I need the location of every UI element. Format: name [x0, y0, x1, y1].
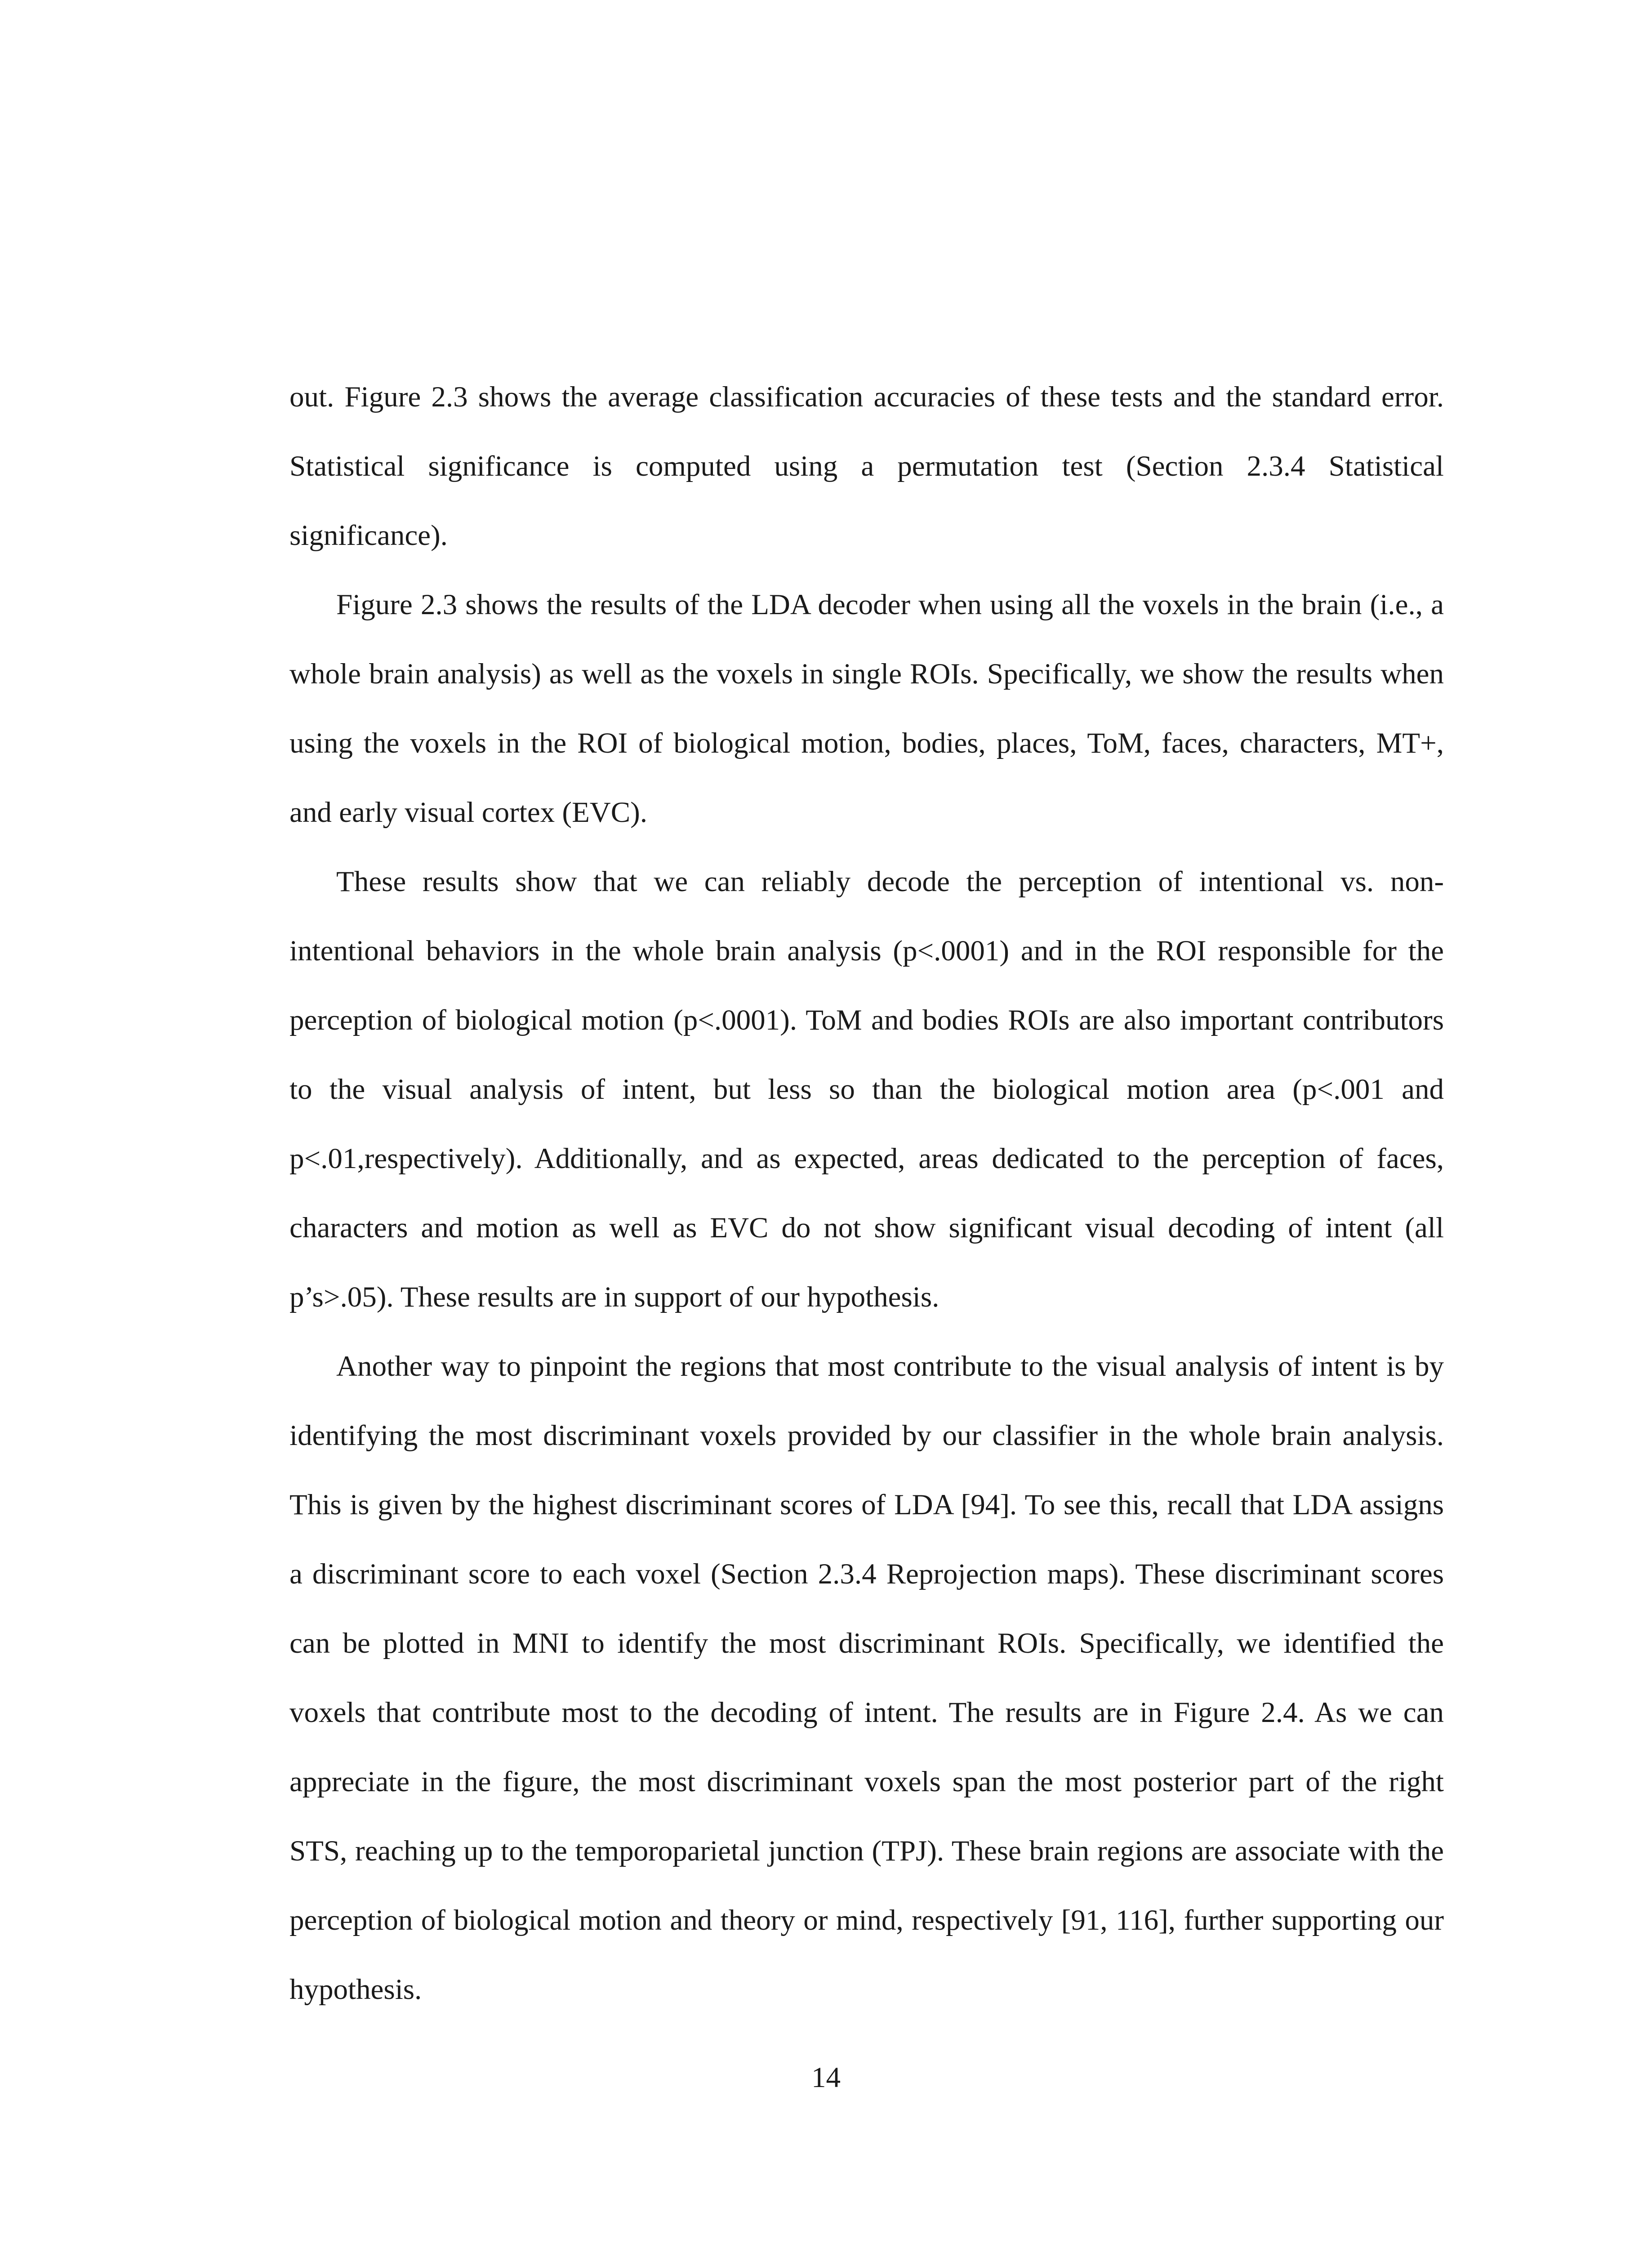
paragraph-discriminant-voxels: Another way to pinpoint the regions that most contribute to the visual analysis of intent is by identifying the most discriminant voxels provided by our classifier in the whole brain analysis. This is given by the highest discriminant scores of LDA [94]. To see this, recall that LDA assigns a discriminant score to each voxel (Section 2.3.4 Reprojection maps). These discriminant scores can be plotted in MNI to identify the most discriminant ROIs. Specifically, we identified the voxels that contribute most to the decoding of intent. The results are in Figure 2.4. As we can appreciate in the figure, the most discriminant voxels span the most posterior part of the right STS, reaching up to the temporoparietal junction (TPJ). These brain regions are associate with the perception of biological motion and theory or mind, respectively [91, 116], further supporting our hypothesis.	[289, 1350, 1444, 2006]
paragraph-decoding-significance: These results show that we can reliably decode the perception of intentional vs. non-intentional behaviors in the whole brain analysis (p<.0001) and in the ROI responsible for the perception of biological motion (p<.0001). ToM and bodies ROIs are also important contributors to the visual analysis of intent, but less so than the biological motion area (p<.001 and p<.01,respectively). Additionally, and as expected, areas dedicated to the perception of faces, characters and motion as well as EVC do not show significant visual decoding of intent (all p’s>.05). These results are in support of our hypothesis.	[289, 865, 1444, 1313]
body-text	[289, 362, 1444, 2024]
page-number: 14	[811, 2061, 841, 2094]
paragraph-continuation: out. Figure 2.3 shows the average classification accuracies of these tests and the standard error. Statistical significance is computed using a permutation test (Section 2.3.4 Statistical significance).	[289, 381, 1444, 552]
paragraph-lda-decoder-results: Figure 2.3 shows the results of the LDA decoder when using all the voxels in the brain (i.e., a whole brain analysis) as well as the voxels in single ROIs. Specifically, we show the results when using the voxels in the ROI of biological motion, bodies, places, ToM, faces, characters, MT+, and early visual cortex (EVC).	[289, 589, 1444, 829]
